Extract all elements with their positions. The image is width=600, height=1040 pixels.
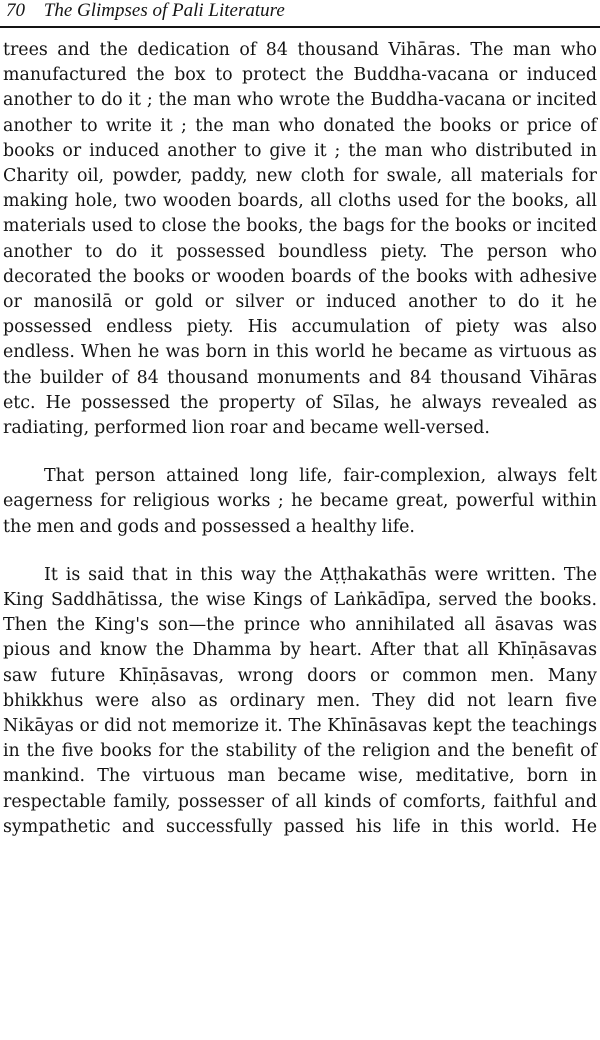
page-number: 70: [6, 0, 25, 21]
book-title: The Glimpses of Pali Literature: [43, 0, 285, 21]
paragraph-continued: trees and the dedication of 84 thousand Vihāras. The man who manufactured the box to protect the Buddha-vacana or induced another to do it ; the man who wrote the Buddha-vacana or incited another to write it ; the man who donated the books or price of books or induced another to give it ; the man who distributed in Charity oil, powder, paddy, new cloth for swale, all materials for making hole, two wooden boards, all cloths used for the books, all materials used to close the books, the bags for the books or incited another to do it possessed boundless piety. The person who decorated the books or wooden boards of the books with adhesive or manosilā or gold or silver or induced another to do it he possessed endless piety. His accumulation of piety was also endless. When he was born in this world he became as virtuous as the builder of 84 thousand monuments and 84 thousand Vihāras etc. He possessed the property of Sīlas, he always revealed as radiating, performed lion roar and became well-versed.: [3, 40, 597, 439]
running-header: [6, 0, 285, 22]
paragraph: It is said that in this way the Aṭṭhakathās were written. The King Saddhātissa, the wise Kings of Laṅkādīpa, served the books. Then the King's son—the prince who annihilated all āsavas was pious and know the Dhamma by heart. After that all Khīṇāsavas saw future Khīṇāsavas, wrong doors or common men. Many bhikkhus were also as ordinary men. They did not learn five Nikāyas or did not memorize it. The Khīnāsavas kept the teachings in the five books for the stability of the religion and the benefit of mankind. The virtuous man became wise, meditative, born in respectable family, possesser of all kinds of comforts, faithful and sympathetic and successfully passed his life in this world. He: [3, 564, 597, 837]
body-text: [3, 38, 597, 840]
header-rule: [0, 26, 600, 28]
paragraph: That person attained long life, fair-complexion, always felt eagerness for religious works ; he became great, powerful within the men and gods and possessed a healthy life.: [3, 466, 597, 537]
